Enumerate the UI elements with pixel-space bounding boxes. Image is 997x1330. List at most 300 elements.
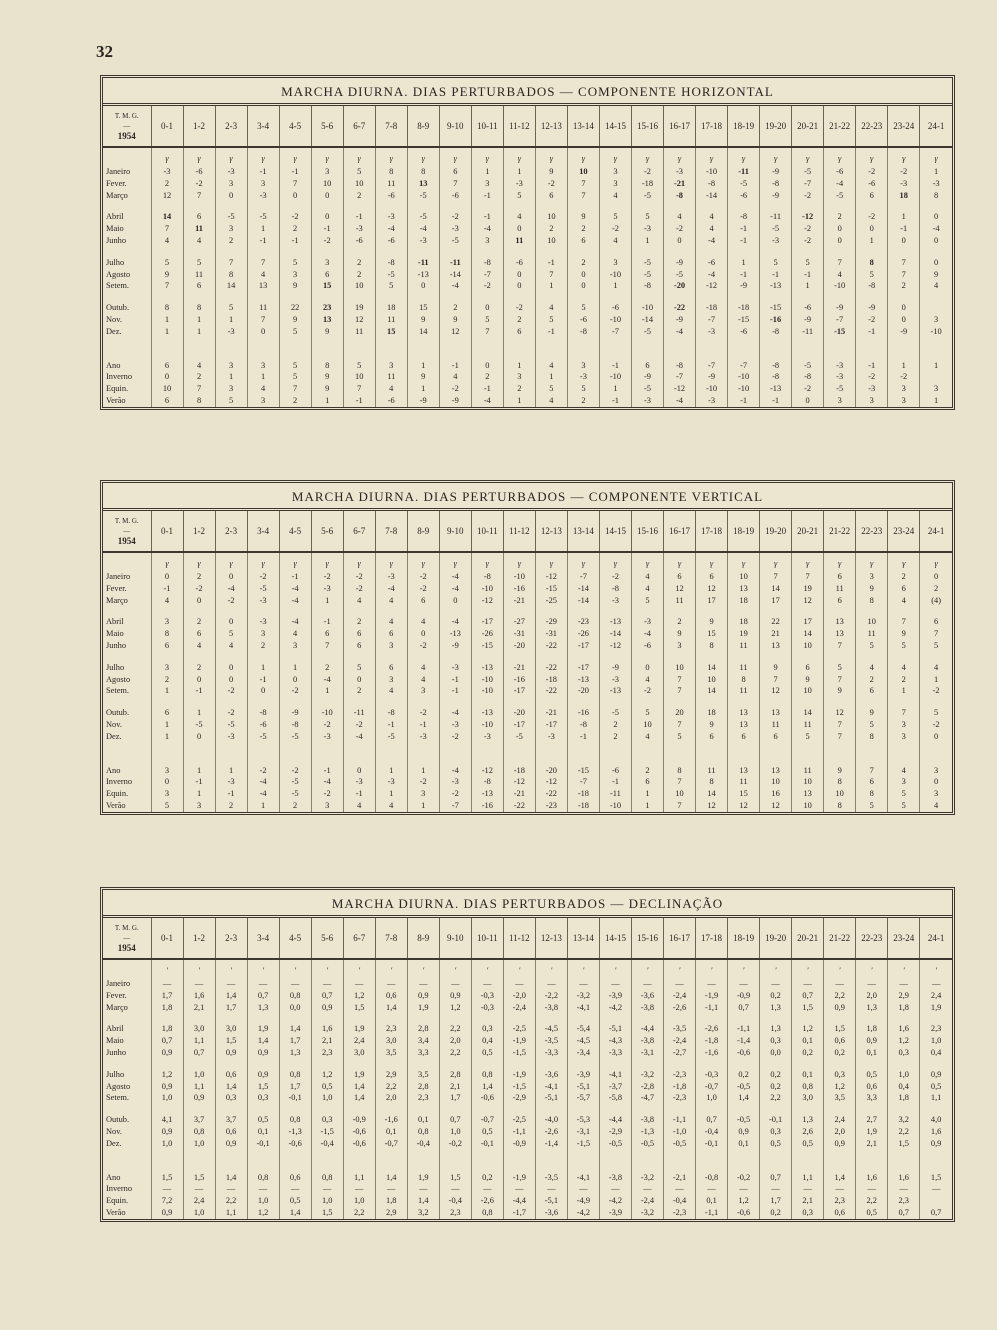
hour-header: 8-9 — [407, 918, 439, 959]
hour-header: 9-10 — [439, 106, 471, 147]
value-cell: 1 — [279, 662, 311, 674]
value-cell: -6 — [728, 326, 760, 338]
value-cell: -3,9 — [599, 1207, 631, 1219]
value-cell: 2 — [920, 583, 952, 595]
value-cell: -4,2 — [599, 1195, 631, 1207]
hour-header: 8-9 — [407, 106, 439, 147]
value-cell: — — [631, 978, 663, 990]
value-cell: 13 — [824, 616, 856, 628]
value-cell: -3 — [407, 235, 439, 247]
value-cell: 7 — [279, 178, 311, 190]
value-cell: -4 — [471, 223, 503, 235]
unit-cell: ′ — [407, 959, 439, 978]
unit-cell: ′ — [535, 959, 567, 978]
value-cell: 3 — [567, 360, 599, 372]
row-label: Nov. — [106, 719, 122, 729]
value-cell: 0 — [151, 571, 183, 583]
value-cell: -2,9 — [503, 1092, 535, 1104]
value-cell: 11 — [247, 302, 279, 314]
value-cell — [920, 302, 952, 314]
table-row — [103, 1126, 952, 1138]
value-cell: -0,7 — [696, 1081, 728, 1093]
value-cell: -10 — [471, 719, 503, 731]
value-cell: 1 — [888, 211, 920, 223]
value-cell: -2 — [792, 235, 824, 247]
value-cell: 2,3 — [824, 1195, 856, 1207]
value-cell: -3,8 — [631, 1114, 663, 1126]
unit-cell: γ — [856, 552, 888, 571]
row-label: Outub. — [106, 708, 130, 718]
value-cell: -6 — [567, 314, 599, 326]
value-cell: — — [664, 1183, 696, 1195]
value-cell: -0,1 — [247, 1138, 279, 1150]
value-cell: -17 — [567, 640, 599, 652]
value-cell: 15 — [311, 280, 343, 292]
unit-label-cell — [103, 959, 151, 978]
value-cell: 1,5 — [151, 1172, 183, 1184]
value-cell: 0,5 — [279, 1195, 311, 1207]
value-cell: 10 — [535, 211, 567, 223]
value-cell: 1 — [311, 595, 343, 607]
value-cell: 0,7 — [920, 1207, 952, 1219]
value-cell: 1,9 — [247, 1023, 279, 1035]
value-cell: 0 — [567, 269, 599, 281]
value-cell: 3 — [471, 235, 503, 247]
value-cell: 0,0 — [760, 1047, 792, 1059]
value-cell: 11 — [856, 628, 888, 640]
unit-cell: γ — [888, 552, 920, 571]
value-cell: 11 — [375, 371, 407, 383]
unit-cell: ′ — [920, 959, 952, 978]
value-cell: 7 — [279, 383, 311, 395]
value-cell: -3 — [151, 166, 183, 178]
value-cell: -1,1 — [728, 1023, 760, 1035]
value-cell: -1,5 — [503, 1047, 535, 1059]
value-cell: 7 — [567, 178, 599, 190]
value-cell: -5 — [824, 190, 856, 202]
value-cell: -8 — [471, 776, 503, 788]
value-cell: 0,5 — [920, 1081, 952, 1093]
value-cell: -4 — [215, 583, 247, 595]
value-cell: -3 — [215, 166, 247, 178]
hour-header: 6-7 — [343, 511, 375, 552]
hour-header: 15-16 — [631, 511, 663, 552]
value-cell: 2 — [343, 190, 375, 202]
table-row — [103, 978, 952, 990]
value-cell: 11 — [664, 595, 696, 607]
value-cell: 5 — [920, 640, 952, 652]
value-cell: 1,0 — [343, 1195, 375, 1207]
value-cell: -6 — [343, 235, 375, 247]
value-cell: -4,1 — [567, 1172, 599, 1184]
value-cell: 14 — [151, 211, 183, 223]
value-cell: 4 — [631, 571, 663, 583]
value-cell: — — [215, 978, 247, 990]
value-cell: 7 — [664, 800, 696, 812]
unit-cell: γ — [792, 147, 824, 166]
hour-header: 1-2 — [183, 511, 215, 552]
value-cell: 3 — [599, 178, 631, 190]
hour-header: 20-21 — [792, 511, 824, 552]
value-cell: -9 — [664, 257, 696, 269]
unit-cell: γ — [375, 147, 407, 166]
value-cell: -10 — [471, 583, 503, 595]
value-cell: -6 — [856, 178, 888, 190]
value-cell: 14 — [215, 280, 247, 292]
value-cell: -10 — [599, 314, 631, 326]
value-cell: -2 — [471, 280, 503, 292]
hour-header: 4-5 — [279, 106, 311, 147]
value-cell: 1,2 — [247, 1207, 279, 1219]
value-cell: 6 — [535, 190, 567, 202]
value-cell: 1 — [920, 674, 952, 686]
value-cell: 0,3 — [760, 1126, 792, 1138]
table-row — [103, 1092, 952, 1104]
spacer-row — [103, 201, 952, 211]
value-cell: — — [856, 1183, 888, 1195]
value-cell: -16 — [503, 583, 535, 595]
value-cell: 1,5 — [439, 1172, 471, 1184]
value-cell: 1,2 — [824, 1081, 856, 1093]
value-cell: 1 — [407, 800, 439, 812]
value-cell: 1 — [888, 685, 920, 697]
value-cell: 1 — [183, 314, 215, 326]
value-cell: 2,1 — [183, 1002, 215, 1014]
value-cell: 4 — [535, 302, 567, 314]
value-cell: -4 — [375, 223, 407, 235]
value-cell: -1,9 — [503, 1035, 535, 1047]
value-cell: 4 — [920, 662, 952, 674]
value-cell: 17 — [760, 595, 792, 607]
value-cell: -2 — [343, 583, 375, 595]
value-cell: 8 — [151, 628, 183, 640]
hour-header: 11-12 — [503, 106, 535, 147]
table-vertical — [100, 480, 955, 815]
value-cell: -3,6 — [631, 990, 663, 1002]
value-cell: -1 — [567, 731, 599, 743]
unit-cell: ′ — [247, 959, 279, 978]
value-cell: 7 — [567, 190, 599, 202]
value-cell: 2 — [888, 571, 920, 583]
value-cell: 2 — [567, 223, 599, 235]
value-cell: -2 — [247, 765, 279, 777]
value-cell: 2 — [824, 211, 856, 223]
value-cell: — — [471, 978, 503, 990]
value-cell: -10 — [471, 685, 503, 697]
hour-header: 2-3 — [215, 511, 247, 552]
table-row — [103, 395, 952, 407]
value-cell: 0,9 — [728, 1126, 760, 1138]
value-cell: -1 — [311, 223, 343, 235]
unit-cell: γ — [920, 552, 952, 571]
value-cell: 6 — [728, 731, 760, 743]
value-cell: 19 — [792, 583, 824, 595]
value-cell: 4 — [343, 595, 375, 607]
value-cell: 10 — [792, 776, 824, 788]
unit-cell: γ — [760, 552, 792, 571]
value-cell: -13 — [760, 383, 792, 395]
value-cell: 20 — [664, 707, 696, 719]
value-cell: 1,1 — [215, 1207, 247, 1219]
value-cell: 3 — [920, 314, 952, 326]
value-cell: -3 — [439, 223, 471, 235]
value-cell: -8 — [728, 211, 760, 223]
table-row — [103, 1183, 952, 1195]
value-cell: 13 — [728, 583, 760, 595]
value-cell: 4 — [888, 662, 920, 674]
value-cell: -6 — [631, 640, 663, 652]
value-cell: -23 — [535, 800, 567, 812]
value-cell: 4 — [599, 235, 631, 247]
value-cell: 8 — [728, 674, 760, 686]
value-cell: 9 — [664, 628, 696, 640]
value-cell: -10 — [696, 383, 728, 395]
unit-cell: ′ — [151, 959, 183, 978]
hour-header: 5-6 — [311, 106, 343, 147]
value-cell: 1,5 — [215, 1035, 247, 1047]
value-cell: 9 — [856, 583, 888, 595]
value-cell: -6 — [375, 395, 407, 407]
unit-cell: γ — [279, 147, 311, 166]
value-cell: 5 — [215, 302, 247, 314]
row-label: Julho — [106, 662, 125, 672]
value-cell: -1 — [439, 360, 471, 372]
value-cell: 0 — [247, 326, 279, 338]
table-row — [103, 776, 952, 788]
value-cell: 6 — [856, 190, 888, 202]
value-cell: -1 — [279, 235, 311, 247]
row-label: Ano — [106, 765, 121, 775]
value-cell: — — [343, 1183, 375, 1195]
row-label: Maio — [106, 224, 124, 234]
value-cell: -6 — [792, 302, 824, 314]
row-label: Setem. — [106, 1093, 130, 1103]
value-cell: 1 — [535, 371, 567, 383]
value-cell: -3 — [311, 583, 343, 595]
value-cell: -2 — [631, 166, 663, 178]
value-cell: -1,1 — [664, 1114, 696, 1126]
value-cell: 2 — [279, 223, 311, 235]
value-cell: -2 — [215, 707, 247, 719]
value-cell: -8 — [279, 719, 311, 731]
value-cell: 15 — [728, 788, 760, 800]
value-cell: -3 — [664, 166, 696, 178]
value-cell: -2 — [343, 719, 375, 731]
corner-cell — [103, 918, 151, 959]
hour-header: 22-23 — [856, 511, 888, 552]
value-cell: 14 — [760, 583, 792, 595]
value-cell: 0,7 — [311, 990, 343, 1002]
hour-header: 24-1 — [920, 511, 952, 552]
value-cell: -12 — [792, 211, 824, 223]
value-cell: -2 — [279, 211, 311, 223]
value-cell: 3 — [151, 765, 183, 777]
value-cell: 11 — [343, 326, 375, 338]
value-cell: 0,6 — [279, 1172, 311, 1184]
hour-header: 19-20 — [760, 511, 792, 552]
header-row — [103, 918, 952, 959]
value-cell: 2,8 — [407, 1023, 439, 1035]
value-cell: 1 — [856, 235, 888, 247]
value-cell: 3 — [664, 640, 696, 652]
value-cell: -5 — [247, 583, 279, 595]
value-cell: -2 — [183, 583, 215, 595]
value-cell: 10 — [151, 383, 183, 395]
value-cell: 2 — [631, 765, 663, 777]
value-cell: -0,6 — [728, 1207, 760, 1219]
value-cell: -5,1 — [535, 1092, 567, 1104]
value-cell: 12 — [696, 800, 728, 812]
row-label: Inverno — [106, 372, 133, 382]
value-cell: 4 — [151, 595, 183, 607]
table-row — [103, 990, 952, 1002]
value-cell: 7 — [792, 571, 824, 583]
value-cell: -3,5 — [664, 1023, 696, 1035]
value-cell: 3,7 — [183, 1114, 215, 1126]
value-cell: 0,8 — [183, 1126, 215, 1138]
value-cell: 3 — [247, 628, 279, 640]
value-cell: 3,3 — [407, 1047, 439, 1059]
value-cell: -4 — [631, 628, 663, 640]
value-cell: -5 — [279, 731, 311, 743]
unit-cell: γ — [279, 552, 311, 571]
value-cell: -0,5 — [664, 1138, 696, 1150]
value-cell: 1,9 — [407, 1002, 439, 1014]
value-cell: -9 — [631, 371, 663, 383]
value-cell: 1,2 — [439, 1002, 471, 1014]
value-cell: -4,4 — [599, 1114, 631, 1126]
row-label: Verão — [106, 1207, 126, 1217]
value-cell: 1,2 — [728, 1195, 760, 1207]
value-cell: -8 — [760, 326, 792, 338]
value-cell: 6 — [824, 595, 856, 607]
value-cell: 7 — [311, 640, 343, 652]
value-cell: 5 — [888, 788, 920, 800]
hour-header: 4-5 — [279, 918, 311, 959]
value-cell: 11 — [728, 776, 760, 788]
value-cell: -17 — [471, 616, 503, 628]
value-cell: -4 — [407, 223, 439, 235]
value-cell: 5 — [343, 360, 375, 372]
value-cell: — — [599, 978, 631, 990]
value-cell: 8 — [824, 776, 856, 788]
value-cell: 2 — [439, 302, 471, 314]
value-cell: -22 — [535, 640, 567, 652]
value-cell: 2,2 — [439, 1023, 471, 1035]
value-cell: 3 — [215, 178, 247, 190]
value-cell: 1,7 — [760, 1195, 792, 1207]
value-cell: -1 — [311, 616, 343, 628]
value-cell: 0 — [920, 571, 952, 583]
value-cell: -0,6 — [343, 1126, 375, 1138]
value-cell: -12 — [535, 776, 567, 788]
value-cell: 7 — [824, 257, 856, 269]
value-cell: 17 — [696, 595, 728, 607]
value-cell: 7 — [856, 765, 888, 777]
value-cell: 5 — [343, 662, 375, 674]
value-cell: -0,4 — [311, 1138, 343, 1150]
hour-header: 0-1 — [151, 511, 183, 552]
table-row — [103, 223, 952, 235]
value-cell: 5 — [503, 190, 535, 202]
value-cell: -8 — [471, 257, 503, 269]
value-cell: -18 — [535, 674, 567, 686]
value-cell: -5 — [824, 383, 856, 395]
hour-header: 18-19 — [728, 106, 760, 147]
value-cell: 0,7 — [151, 1035, 183, 1047]
value-cell: 22 — [760, 616, 792, 628]
hour-header: 18-19 — [728, 918, 760, 959]
value-cell: 4,1 — [151, 1114, 183, 1126]
value-cell: -2 — [215, 595, 247, 607]
value-cell: -2 — [856, 314, 888, 326]
value-cell: 6 — [151, 640, 183, 652]
value-cell: 0 — [151, 776, 183, 788]
value-cell: 0,3 — [888, 1047, 920, 1059]
value-cell: -4 — [664, 326, 696, 338]
value-cell: -3 — [439, 776, 471, 788]
value-cell: -0,4 — [696, 1126, 728, 1138]
value-cell: 4 — [631, 583, 663, 595]
hour-header: 13-14 — [567, 106, 599, 147]
value-cell: 2,2 — [375, 1081, 407, 1093]
row-label: Ano — [106, 360, 121, 370]
value-cell: 6 — [664, 571, 696, 583]
value-cell: 0 — [471, 360, 503, 372]
value-cell: — — [567, 1183, 599, 1195]
value-cell: -0,3 — [471, 1002, 503, 1014]
value-cell: — — [696, 1183, 728, 1195]
row-label: Fever. — [106, 990, 127, 1000]
row-label: Dez. — [106, 1138, 122, 1148]
value-cell: -29 — [535, 616, 567, 628]
value-cell: 0 — [567, 280, 599, 292]
row-label: Equin. — [106, 789, 129, 799]
row-label: Inverno — [106, 777, 133, 787]
value-cell: -14 — [696, 190, 728, 202]
value-cell: 3 — [279, 640, 311, 652]
value-cell: 6 — [151, 360, 183, 372]
value-cell: -2 — [439, 731, 471, 743]
value-cell: 7 — [151, 223, 183, 235]
value-cell: -4 — [343, 731, 375, 743]
value-cell: -13 — [760, 280, 792, 292]
value-cell: 2 — [343, 685, 375, 697]
spacer-row — [103, 606, 952, 616]
value-cell: -5 — [599, 707, 631, 719]
value-cell: -9 — [439, 395, 471, 407]
value-cell: -2 — [279, 685, 311, 697]
value-cell: -1 — [599, 360, 631, 372]
unit-cell: γ — [247, 147, 279, 166]
page-number: 32 — [96, 42, 113, 61]
value-cell: 0,3 — [471, 1023, 503, 1035]
value-cell: 4 — [920, 280, 952, 292]
value-cell: 2 — [247, 640, 279, 652]
value-cell: — — [792, 1183, 824, 1195]
unit-cell: γ — [343, 147, 375, 166]
value-cell: 5 — [856, 719, 888, 731]
value-cell: 19 — [728, 628, 760, 640]
value-cell: -1 — [888, 223, 920, 235]
value-cell: 1,6 — [888, 1023, 920, 1035]
value-cell: -3 — [631, 223, 663, 235]
value-cell: 14 — [792, 628, 824, 640]
table-row — [103, 685, 952, 697]
value-cell: 0,8 — [279, 1069, 311, 1081]
value-cell: 12 — [792, 595, 824, 607]
value-cell: -0,1 — [760, 1114, 792, 1126]
